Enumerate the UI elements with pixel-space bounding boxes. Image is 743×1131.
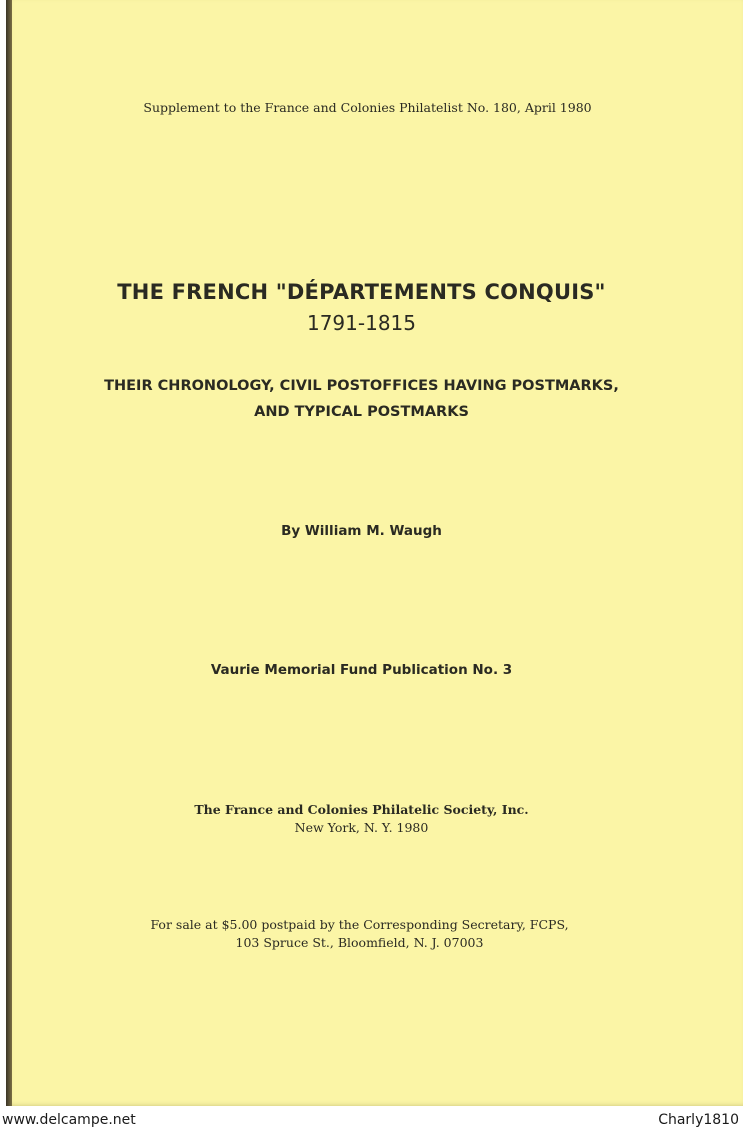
- publisher-city: New York, N. Y. 1980: [294, 820, 429, 835]
- subtitle-line-2: AND TYPICAL POSTMARKS: [254, 404, 469, 420]
- author-byline: By William M. Waugh: [281, 523, 442, 539]
- sale-info-line-2: 103 Spruce St., Bloomfield, N. J. 07003: [235, 935, 484, 950]
- main-title: THE FRENCH "DÉPARTEMENTS CONQUIS": [117, 280, 606, 304]
- subtitle-line-1: THEIR CHRONOLOGY, CIVIL POSTOFFICES HAVING POSTMARKS,: [104, 378, 619, 394]
- title-years: 1791-1815: [306, 311, 416, 335]
- fund-publication: Vaurie Memorial Fund Publication No. 3: [210, 662, 513, 678]
- sale-info-line-1: For sale at $5.00 postpaid by the Corresponding Secretary, FCPS,: [150, 917, 569, 932]
- watermark-site: www.delcampe.net: [2, 1112, 136, 1128]
- publisher-society: The France and Colonies Philatelic Society, Inc.: [194, 802, 529, 817]
- watermark-seller: Charly1810: [658, 1112, 739, 1128]
- supplement-note: Supplement to the France and Colonies Philatelist No. 180, April 1980: [143, 100, 592, 115]
